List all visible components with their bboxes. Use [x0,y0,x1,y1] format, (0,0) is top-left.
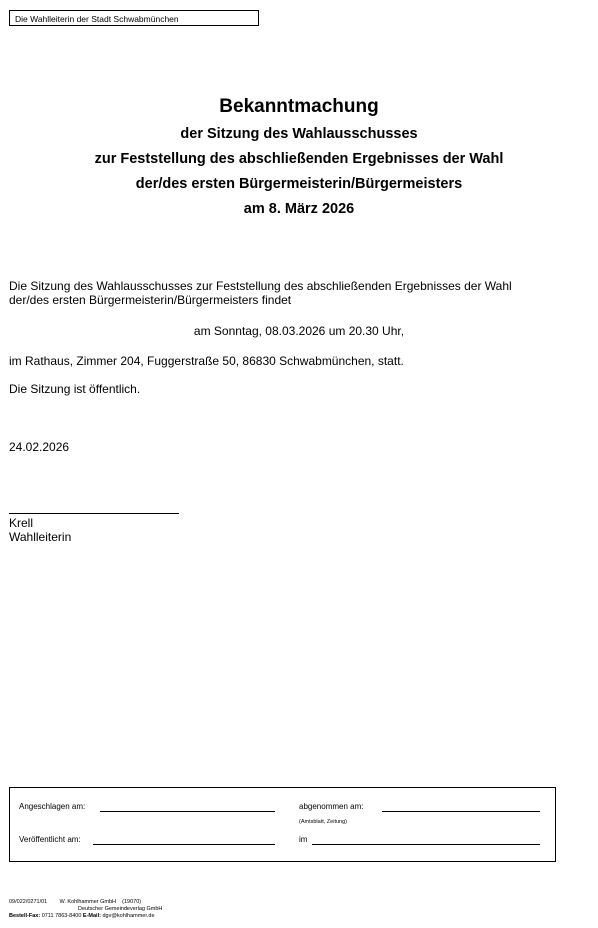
signatory-role: Wahlleiterin [9,530,72,544]
intro-line-1: Die Sitzung des Wahlausschusses zur Feststellung des abschließenden Ergebnisses der Wahl [9,279,512,293]
printer-number: (19070) [122,899,142,905]
posted-label: Angeschlagen am: [19,802,86,811]
form-code: 09/022/0271/01 [9,899,48,905]
removed-note: (Amtsblatt, Zeitung) [299,819,347,825]
signatory-name: Krell [9,516,34,530]
published-label: Veröffentlicht am: [19,835,81,844]
posted-date-line[interactable] [100,811,275,812]
publication-medium-line[interactable] [312,844,540,845]
document-date: 24.02.2026 [9,440,70,454]
email-label: E-Mail: [82,913,101,919]
title-line-2: der Sitzung des Wahlausschusses [180,126,418,142]
fax-number: 0711 7863-8400 [41,913,82,919]
printer-imprint [9,899,162,920]
document-title: Bekanntmachung [219,96,379,117]
posting-record-box [9,787,556,862]
imprint-line-3 [9,913,162,920]
removed-label: abgenommen am: [299,802,364,811]
email-address[interactable]: dgv@kohlhammer.de [102,913,155,919]
title-line-3: zur Feststellung des abschließenden Ergebnisses der Wahl [94,151,504,167]
imprint-line-2 [9,906,162,913]
printer-company: W. Kohlhammer GmbH [59,899,117,905]
published-date-line[interactable] [93,844,275,845]
sender-box [9,10,259,26]
in-label: im [299,835,308,844]
meeting-location: im Rathaus, Zimmer 204, Fuggerstraße 50, 86830 Schwabmünchen, statt. [9,354,404,368]
title-line-4: der/des ersten Bürgermeisterin/Bürgermeisters [135,176,463,192]
intro-line-2: der/des ersten Bürgermeisterin/Bürgermeisters findet [9,293,292,307]
sender-label: Die Wahlleiterin der Stadt Schwabmünchen [15,14,179,24]
imprint-line-1 [9,899,162,906]
publisher-name: Deutscher Gemeindeverlag GmbH [78,906,163,912]
intro-paragraph [9,279,589,307]
meeting-datetime: am Sonntag, 08.03.2026 um 20.30 Uhr, [193,324,405,338]
signature-line [9,513,179,514]
removed-date-line[interactable] [382,811,540,812]
title-line-5: am 8. März 2026 [243,201,355,217]
fax-label: Bestell-Fax: [9,913,41,919]
public-notice: Die Sitzung ist öffentlich. [9,382,141,396]
